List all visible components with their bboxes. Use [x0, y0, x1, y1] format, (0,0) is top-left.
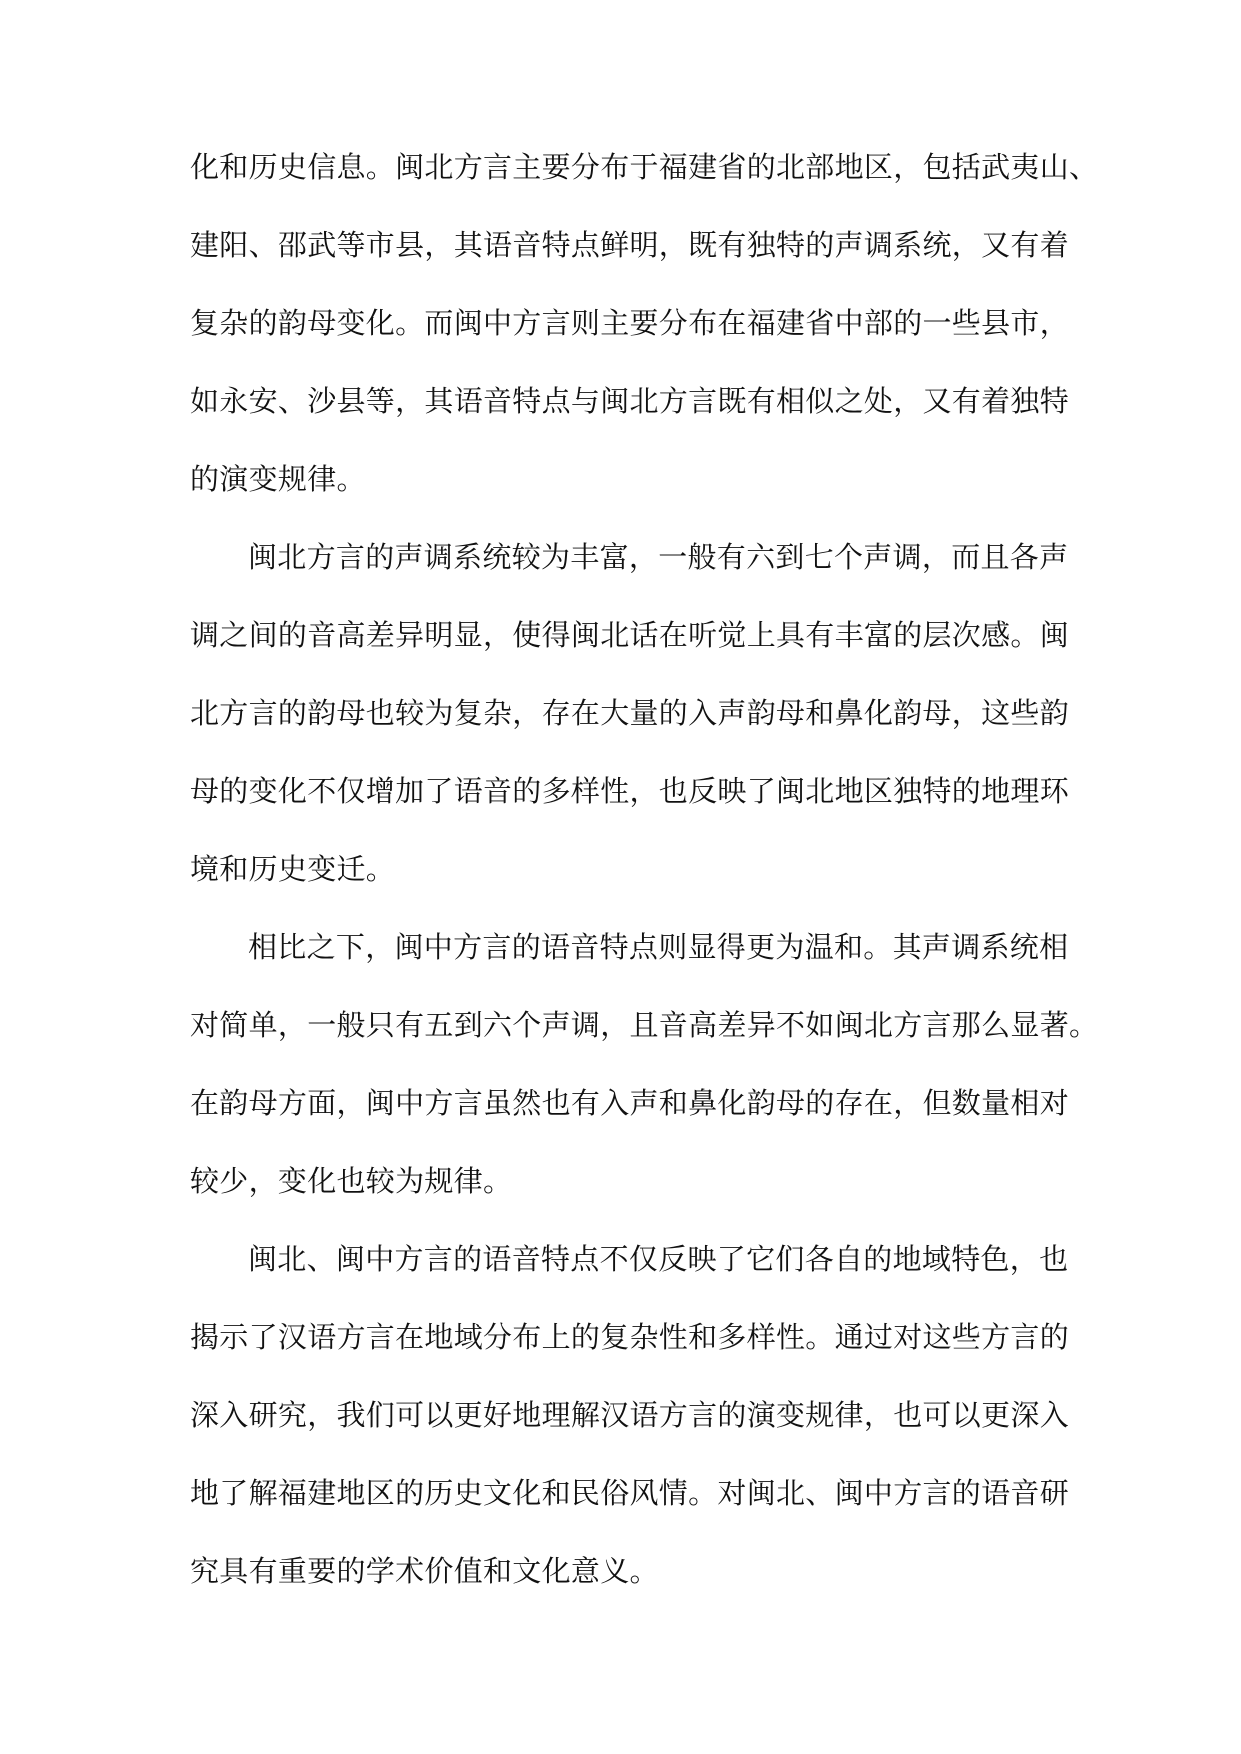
text-line: 如永安、沙县等，其语音特点与闽北方言既有相似之处，又有着独特 [190, 384, 1070, 418]
text-line: 究具有重要的学术价值和文化意义。 [190, 1554, 659, 1588]
text-line: 化和历史信息。闽北方言主要分布于福建省的北部地区，包括武夷山、 [190, 150, 1099, 184]
text-line: 的演变规律。 [190, 462, 366, 496]
text-line: 复杂的韵母变化。而闽中方言则主要分布在福建省中部的一些县市， [190, 306, 1070, 340]
body-text [190, 148, 1099, 1630]
text-line: 深入研究，我们可以更好地理解汉语方言的演变规律，也可以更深入 [190, 1398, 1070, 1432]
text-line: 建阳、邵武等市县，其语音特点鲜明，既有独特的声调系统，又有着 [190, 228, 1070, 262]
text-line: 地了解福建地区的历史文化和民俗风情。对闽北、闽中方言的语音研 [190, 1476, 1070, 1510]
text-line: 对简单，一般只有五到六个声调，且音高差异不如闽北方言那么显著。 [190, 1008, 1099, 1042]
text-line: 境和历史变迁。 [190, 852, 396, 886]
paragraph-first-line: 闽北方言的声调系统较为丰富，一般有六到七个声调，而且各声 [248, 540, 1069, 574]
text-line: 较少，变化也较为规律。 [190, 1164, 513, 1198]
text-line: 母的变化不仅增加了语音的多样性，也反映了闽北地区独特的地理环 [190, 774, 1070, 808]
text-line: 在韵母方面，闽中方言虽然也有入声和鼻化韵母的存在，但数量相对 [190, 1086, 1070, 1120]
text-line: 调之间的音高差异明显，使得闽北话在听觉上具有丰富的层次感。闽 [190, 618, 1070, 652]
paragraph-first-line: 相比之下，闽中方言的语音特点则显得更为温和。其声调系统相 [248, 930, 1069, 964]
text-line: 北方言的韵母也较为复杂，存在大量的入声韵母和鼻化韵母，这些韵 [190, 696, 1070, 730]
text-line: 揭示了汉语方言在地域分布上的复杂性和多样性。通过对这些方言的 [190, 1320, 1070, 1354]
paragraph-first-line: 闽北、闽中方言的语音特点不仅反映了它们各自的地域特色，也 [248, 1242, 1069, 1276]
